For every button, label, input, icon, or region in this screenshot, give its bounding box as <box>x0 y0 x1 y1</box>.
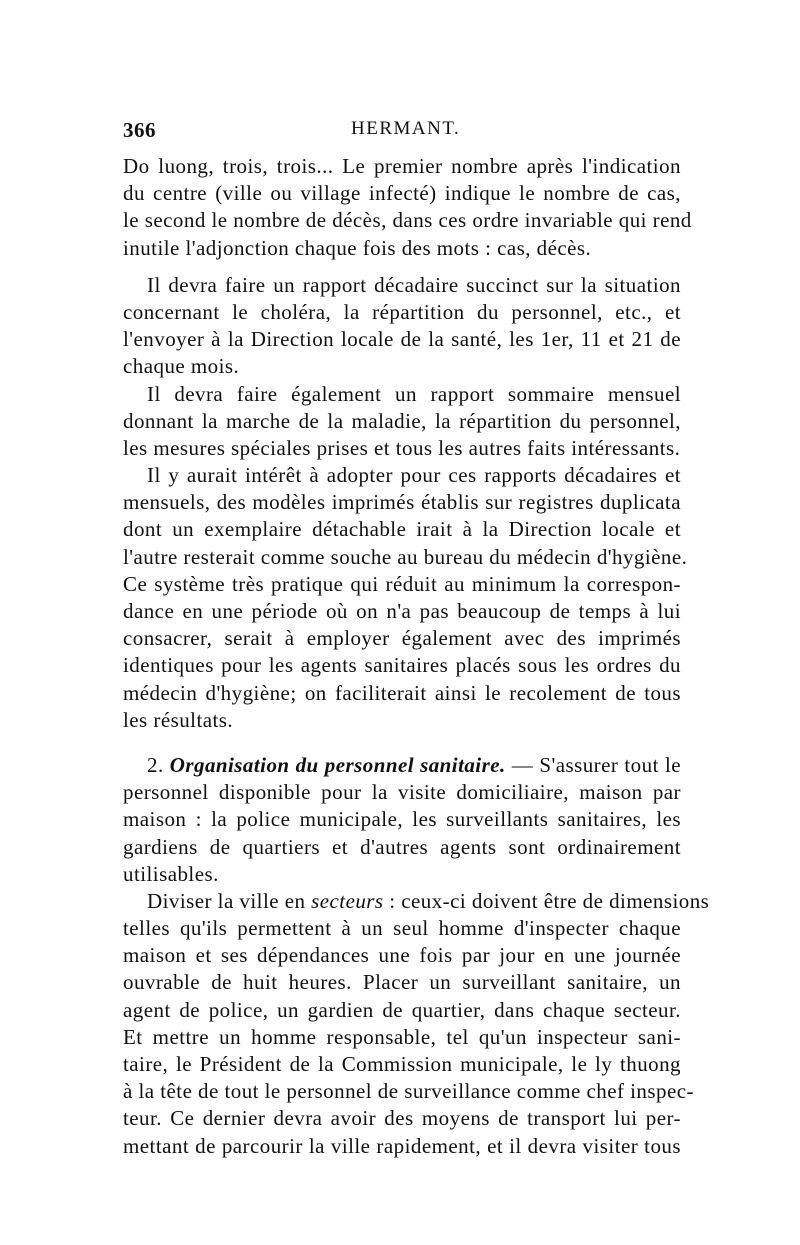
text-fragment: : ceux-ci doivent être de dimensions <box>383 888 710 913</box>
section-paragraph <box>123 752 681 888</box>
text-line: Et mettre un homme responsable, tel qu'un inspecteur sani- <box>123 1024 681 1049</box>
text-line: ouvrable de huit heures. Placer un surveillant sanitaire, un <box>123 970 681 995</box>
text-line: l'envoyer à la Direction locale de la santé, les 1er, 11 et 21 de <box>123 327 681 352</box>
text-line: teur. Ce dernier devra avoir des moyens de transport lui per- <box>123 1106 681 1131</box>
text-line: agent de police, un gardien de quartier, dans chaque secteur. <box>123 997 681 1022</box>
body-text <box>123 153 710 1160</box>
paragraph <box>123 272 681 381</box>
text-line: maison et ses dépendances une fois par jour en une journée <box>123 943 681 968</box>
text-line: le second le nombre de décès, dans ces ordre invariable qui rend <box>123 208 692 233</box>
text-line: l'autre resterait comme souche au bureau du médecin d'hygiène. <box>123 544 688 569</box>
text-line: dance en une période où on n'a pas beaucoup de temps à lui <box>123 599 681 623</box>
text-line: mettant de parcourir la ville rapidement, et il devra visiter tous <box>123 1133 681 1158</box>
text-line: taire, le Président de la Commission municipale, le ly thuong <box>123 1052 681 1076</box>
text-line: gardiens de quartiers et d'autres agents sont ordinairement <box>123 834 681 859</box>
section-heading-rest: — S'assurer tout le <box>505 752 682 777</box>
text-line <box>123 888 710 915</box>
paragraph <box>123 888 710 1160</box>
text-line: mensuels, des modèles imprimés établis sur registres duplicata <box>123 490 681 515</box>
text-line: les mesures spéciales prises et tous les autres faits intéressants. <box>123 435 681 460</box>
text-line: utilisables. <box>123 861 219 886</box>
text-line: concernant le choléra, la répartition du personnel, etc., et <box>123 299 681 324</box>
text-line: maison : la police municipale, les surveillants sanitaires, les <box>123 807 681 832</box>
text-line: à la tête de tout le personnel de surveillance comme chef inspec- <box>123 1079 694 1104</box>
text-line: personnel disponible pour la visite domiciliaire, maison par <box>123 780 681 805</box>
page-header <box>123 118 683 148</box>
text-line: Il devra faire également un rapport sommaire mensuel <box>147 381 681 406</box>
text-line: consacrer, serait à employer également avec des imprimés <box>123 626 681 651</box>
text-line: donnant la marche de la maladie, la répartition du personnel, <box>123 408 681 433</box>
paragraph <box>123 153 692 262</box>
paragraph <box>123 381 681 463</box>
text-line: inutile l'adjonction chaque fois des mots : cas, décès. <box>123 235 592 260</box>
page-number: 366 <box>123 118 156 142</box>
text-line: identiques pour les agents sanitaires placés sous les ordres du <box>123 653 681 678</box>
text-line: Il devra faire un rapport décadaire succinct sur la situation <box>147 272 681 297</box>
text-line: dont un exemplaire détachable irait à la Direction locale et <box>123 517 681 542</box>
text-line: chaque mois. <box>123 354 240 379</box>
section-heading-line <box>123 752 681 779</box>
section-number: 2. <box>147 752 164 777</box>
text-line: Ce système très pratique qui réduit au minimum la correspon- <box>123 571 681 596</box>
text-line: les résultats. <box>123 707 234 732</box>
text-line: Il y aurait intérêt à adopter pour ces rapports décadaires et <box>147 463 681 488</box>
text-fragment: Diviser la ville en <box>147 888 312 913</box>
text-line: du centre (ville ou village infecté) indique le nombre de cas, <box>123 181 681 206</box>
paragraph <box>123 462 688 734</box>
text-line: Do luong, trois, trois... Le premier nombre après l'indication <box>123 154 681 178</box>
text-line: telles qu'ils permettent à un seul homme d'inspecter chaque <box>123 916 681 941</box>
emphasis-term: secteurs <box>311 888 384 913</box>
text-line: médecin d'hygiène; on faciliterait ainsi le recolement de tous <box>123 680 681 705</box>
section-title: Organisation du personnel sanitaire. <box>169 752 506 777</box>
running-head: HERMANT. <box>351 118 461 139</box>
